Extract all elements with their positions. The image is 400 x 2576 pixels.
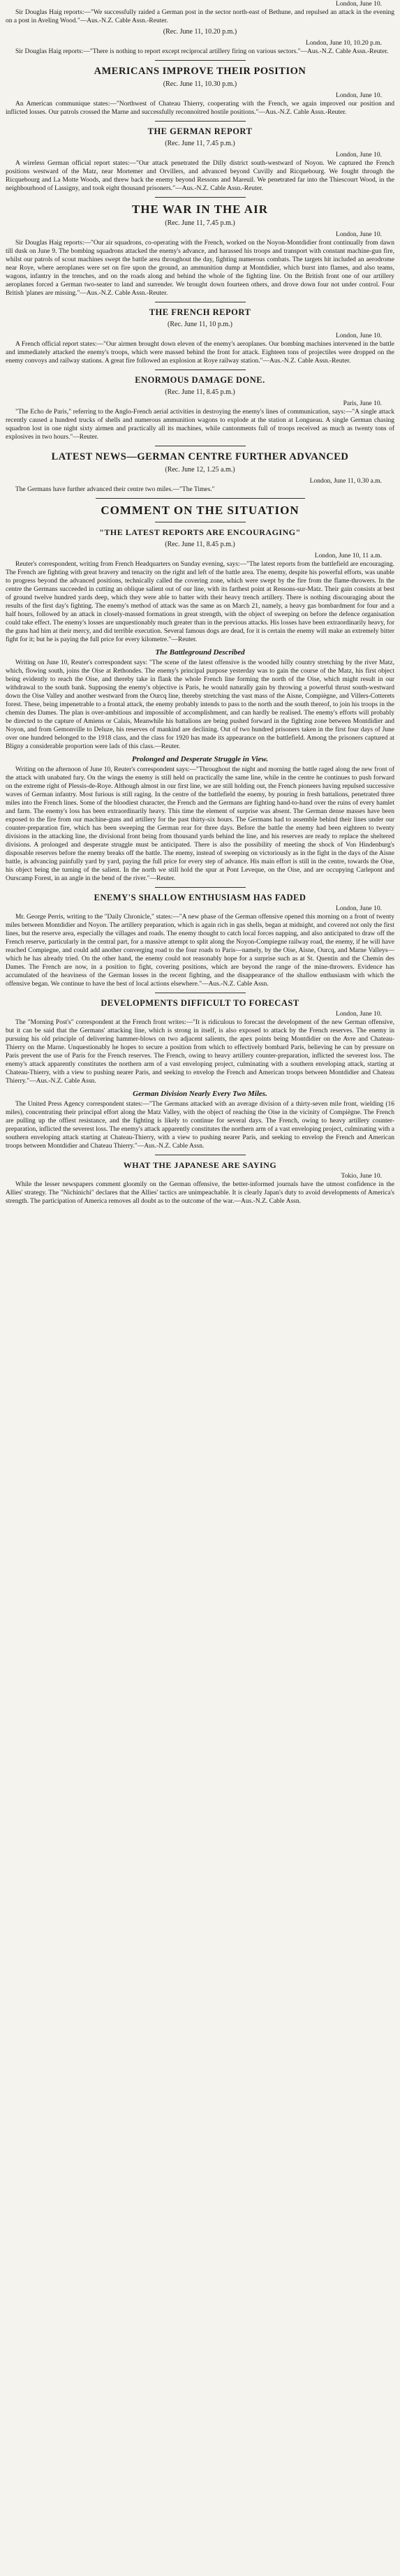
article-paragraph: A wireless German official report states:—"Our attack penetrated the Dilly district south-westward of Noyon. We captured the French positions westward of the Matz, near Mortemer and Orvillers, and advanced beyond Cuvilly and Ricquebourg. We fought through the Ricquebourg and La Motte Woods, and threw back the enemy beyond Ressons and Mareuil. We penetrated far into the Thiescourt Wood, in the neighbourhood of Lassigny, and took eight thousand prisoners."—Aus.-N.Z. Cable Assn.-Reuter.	[6, 160, 394, 192]
article-paragraph: The "Morning Post's" correspondent at the French front writes:—"It is ridiculous to forecast the development of the new German offensive, but it can be said that the Germans' attacking line, which is strong in itself, is also exposed to attack by the French reserves. The enemy in pursuing his old principle of delivering hammer-blows on two adjacent salients, the apex points being Montdidier on the Avre and Chateau-Thierry on the Marne. Unquestionably he hopes to secure a position from which to effectively bombard Paris, believing he can by pressure on Paris prevent the use of Paris for the French reserves. The French, owing to heavy artillery counter-preparation, inflicted the severest loss. The enemy's attack apparently constitutes the northern arm of a vast enveloping project, culminating with a southern enveloping attack, starting at Chateau-Thierry, with a view to pushing nearer Paris, and seeking to envelop the French and American troops between Montdidier and Chateau Thierry."—Aus.-N.Z. Cable Assn.	[6, 1019, 394, 1085]
headline: ENEMY'S SHALLOW ENTHUSIASM HAS FADED	[94, 893, 306, 902]
divider	[155, 887, 246, 888]
french-report-section	[6, 307, 394, 365]
article-paragraph: Sir Douglas Haig reports:—"Our air squadrons, co-operating with the French, worked on the Noyon-Montdidier front continually from dawn till dusk on June 9. The bombing squadrons attacked the enemy's advance, and harassed his troops and transport with constant machine-gun fire, whilst our patrols of scout machines swept the battle area throughout the day, fighting numerous combats. The targets hit included an aerodrome near Roye, where aeroplanes were set on fire upon the ground, an ammunition dump at Montdidier, which burst into flames, and also teams, wagons, infantry in the trenches, and on the roads along and behind the whole of the fighting line. On the British front one of our artillery aeroplanes forced a German two-seater to land and surrender. We brought down fourteen others, and drove down four not under control. Four British 'planes are missing."—Aus.-N.Z. Cable Assn.-Reuter.	[6, 240, 394, 297]
shallow-enthusiasm-section	[6, 893, 394, 988]
dateline: London, June 10, 10.20 p.m.	[306, 40, 382, 47]
article-paragraph: Reuter's correspondent, writing from French Headquarters on Sunday evening, says:—"The latest reports from the battlefield are encouraging. The French are fighting with great bravery and tenacity on the right and left of the battle area. The enemy, despite his powerful efforts, was unable to progress beyond the advanced positions, technically called the covering zone, which were swept by the fire from the flame-throwers. In the centre the Germans succeeded in cutting an oblique salient out of our line, with its farthest point at Ressons-sur-Matz. Their gain consists at best of ground twelve hundred yards deep, which they were able to batter with their heavy trench artillery. There is nothing discouraging about the results of the first day's fighting. The enemy's method of attack was the same as on March 21, namely, a heavy gas bombardment for four and a half hours, followed by an attack in closely-massed formations in great strength, with the object of sweeping on before the defence organisation could take effect. The enemy's losses are unquestionably much greater than in the previous attacks. His losses have been extraordinarily heavy, for the guns had him at their mercy, and did terrible execution. Several famous dogs are dead, for it is certain the enemy will make an extremely bitter fight for it; but he is paying the full price for every kilometre."—Reuter.	[6, 561, 394, 643]
section-subheading: German Division Nearly Every Two Miles.	[133, 1090, 267, 1098]
headline: THE FRENCH REPORT	[149, 307, 251, 317]
article-paragraph: Writing on the afternoon of June 10, Reuter's correspondent says:—"Throughout the night and morning the battle raged along the new front of the attack with unabated fury. On the wings the enemy is still held on practically the same line, while in the centre he continues to push forward on the extreme right of Plessis-de-Roye. Although almost in our first line, we are still holding out, the French pioneers having repulsed successive waves of German infantry. Most furious is still raging. In the centre of the battlefield the enemy, by pouring in fresh battalions, penetrated three miles into the French lines. Some of the bloodiest character, the French and the Germans are fighting hand-to-hand over the ruins of every hamlet and farm. The enemy's loss has been extraordinarily heavy. This time the element of surprise was absent. The German dense masses have been exposed to the fire from our machine-guns and artillery for the past thirty-six hours. The Germans had to assemble behind their lines under our counter-preparation fire, which has been sweeping the German rear for three days. Before the battle the enemy had been eighteen to twenty divisions in the attacking line, the divisional front being from thousand yards behind the line, and his reserves are ready to replace the sheltered divisions. A prolonged and desperate struggle must be anticipated. There is also the possibility of meeting the shock of Von Hindenburg's disposable reserves before the enemy breaks off the battle. The enemy, instead of sweeping on victoriously as in the fight in the days of the Aisne battle, is advancing painfully yard by yard, paying the full price for every step of advance. His main effort is still in the centre, towards the Oise, his object being the turning of the salient. In the north we still hold the spur at Pont Leveque, on the Oise, and are occupying Carlepont and Ourscamp Forest, in an angle in the bend of the river."—Reuter.	[6, 766, 394, 882]
article-paragraph: Sir Douglas Haig reports:—"There is nothing to report except reciprocal artillery firing on various sectors."—Aus.-N.Z. Cable Assn.-Reuter.	[15, 48, 389, 55]
newspaper-page	[6, 0, 394, 1206]
enormous-damage-section	[6, 375, 394, 441]
received-time: (Rec. June 11, 8.45 p.m.)	[165, 541, 235, 548]
received-time: (Rec. June 11, 8.45 p.m.)	[165, 388, 235, 396]
japanese-section	[6, 1160, 394, 1206]
dateline: London, June 10.	[336, 332, 382, 339]
dateline: London, June 10, 11 a.m.	[314, 552, 382, 559]
headline: COMMENT ON THE SITUATION	[101, 504, 299, 517]
received-time: (Rec. June 11, 10 p.m.)	[168, 321, 232, 328]
haig-reports-section	[6, 0, 394, 56]
section-subheading: The Battleground Described	[155, 648, 245, 657]
headline: WHAT THE JAPANESE ARE SAYING	[123, 1160, 277, 1170]
headline: THE WAR IN THE AIR	[132, 203, 268, 216]
german-report-section	[6, 126, 394, 193]
article-paragraph: A French official report states:—"Our airmen brought down eleven of the enemy's aeroplanes. Our bombing machines intervened in the battle and immediately attacked the enemy's troops, which were massed behind the front for attack. Eighteen tons of projectiles were dropped on the enemy convoys and railway stations. A great fire followed an explosion at Roye railway station."—Aus.-N.Z. Cable Assn.-Reuter.	[6, 341, 394, 365]
subheadline: "THE LATEST REPORTS ARE ENCOURAGING"	[99, 527, 301, 537]
dateline: Tokio, June 10.	[341, 1173, 382, 1180]
latest-news-section	[6, 451, 394, 494]
dateline: London, June 11, 0.30 a.m.	[309, 478, 382, 485]
article-paragraph: An American communique states:—"Northwest of Chateau Thierry, cooperating with the French, we again improved our position and inflicted losses. Our patrols crossed the Marne and successfully reconnoitred hostile positions."—Aus.-N.Z. Cable Assn.-Reuter.	[6, 101, 394, 116]
divider	[155, 197, 246, 198]
developments-section	[6, 998, 394, 1150]
dateline: London, June 10.	[336, 1011, 382, 1018]
received-time: (Rec. June 11, 7.45 p.m.)	[165, 219, 235, 227]
divider	[155, 60, 246, 61]
article-paragraph: Sir Douglas Haig reports:—"We successfully raided a German post in the sector north-east of Bethune, and repulsed an attack in the evening on a post in Aveling Wood."—Aus.-N.Z. Cable Assn.-Reuter.	[6, 9, 394, 24]
dateline: London, June 10.	[336, 152, 382, 159]
article-paragraph: "The Echo de Paris," referring to the Anglo-French aerial activities in destroying the enemy's lines of communication, says:—"A single attack recently caused a hundred trucks of shells and numerous ammunition wagons to explode at the station at Longueau. A single German chasing squadron lost in one night sixty airmen and practically all its machines, while cantonments full of troops received as much as twenty tons of explosives in two hours."—Reuter.	[6, 409, 394, 441]
section-subheading: Prolonged and Desperate Struggle in View.	[131, 755, 269, 763]
headline: THE GERMAN REPORT	[147, 126, 253, 136]
headline: LATEST NEWS—GERMAN CENTRE FURTHER ADVANCED	[51, 451, 349, 462]
dateline: London, June 10.	[336, 231, 382, 238]
article-paragraph: Mr. George Perris, writing to the "Daily Chronicle," states:—"A new phase of the German offensive opened this morning on a front of twenty miles between Montdidier and Noyon. The artillery preparation, which is again rich in gas shells, began at midnight, and covered not only the first lines, but the reserve area, especially the villages and roads. The enemy thought to catch local forces napping, and also anticipated to draw off the French reserve, particularly in the central part, for a massive attempt to split along the Noyon-Compiegne railway road, the enemy, if he will have reached Compiegne, and could add another converging road to the four roads to Paris—namely, by the Oise, Aisne, Ourcq, and Marne Valleys—which he has already tried. On the other hand, the enemy could not reasonably hope for a surprise such as at St. Quentin and the Chemin des Dames. The French are now, in a position to fight, covering positions, which are beyond the range of the mine-throwers. Evidence has accumulated of the heaviness of the German losses in the recent fighting, and the disappearance of the shallow enthusiasm with which the offensive began. We continue to have the best of local actions elsewhere."—Aus.-N.Z. Cable Assn.	[6, 914, 394, 988]
comment-section	[6, 504, 394, 883]
americans-section	[6, 66, 394, 117]
article-paragraph: The Germans have further advanced their centre two miles.—"The Times."	[15, 486, 215, 493]
divider	[96, 498, 305, 499]
war-in-air-section	[6, 203, 394, 298]
dateline: London, June 10.	[336, 905, 382, 912]
headline: ENORMOUS DAMAGE DONE.	[135, 375, 265, 385]
received-time: (Rec. June 11, 10.20 p.m.)	[163, 28, 237, 36]
dateline: London, June 10.	[336, 92, 382, 99]
headline: DEVELOPMENTS DIFFICULT TO FORECAST	[101, 998, 299, 1008]
divider	[155, 121, 246, 122]
received-time: (Rec. June 12, 1.25 a.m.)	[165, 466, 235, 474]
dateline: London, June 10.	[336, 1, 382, 8]
dateline: Paris, June 10.	[343, 400, 382, 407]
headline: AMERICANS IMPROVE THEIR POSITION	[94, 66, 306, 77]
divider	[155, 369, 246, 370]
received-time: (Rec. June 11, 7.45 p.m.)	[165, 140, 235, 147]
received-time: (Rec. June 11, 10.30 p.m.)	[163, 80, 237, 88]
article-paragraph: The United Press Agency correspondent states:—"The Germans attacked with an average division of a thirty-seven mile front, wielding (16 miles), concentrating their principal effort along the Matz Valley, with the object of reaching the Oise in the vicinity of Compiègne. The French are pulling up the offiest resistance, and the fighting is likely to continue for several days. The French, owing to heavy artillery counter-preparation, inflicted the severest loss. The enemy's attack apparently constitutes the northern arm of a vast enveloping project, culminating with a southern enveloping attack starting at Chateau-Thierry, with a view to pushing nearer Paris, and seeking to envelop the French and American troops between Montdidier and Chateau Thierry."—Aus.-N.Z. Cable Assn.	[6, 1101, 394, 1150]
article-paragraph: Writing on June 10, Reuter's correspondent says: "The scene of the latest offensive is the wooded hilly country stretching by the river Matz, which, flowing south, joins the Oise at Rethondes. The enemy's principal purpose yesterday was to gain the course of the Matz, his first object being evidently to reach the Oise, and thereby take in flank the whole French line forming the north of the Oise, which might result in our withdrawal to the south bank. Supposing the enemy's objective is Paris, he would naturally gain by throwing a powerful thrust south-westward down the Oise Valley and another westward from the Ourcq line, thereby stretching the vast mass of the Aisne, Compiègne, and Villers-Cotterets forest. These, being impenetrable to a frontal attack, the enemy probably intends to pass to the north and the south thereof, to join his troops in the chemin des Dames. The plan is over-ambitious and impossible of accomplishment, and can hardly be realised. The enemy's efforts will probably be directed to the capture of Amiens or Calais, Meanwhile his battalions are being pushed forward in the fighting zone between Montdidier and Noyon, and from Gemonville to Deluze, his reserves of mankind are declining. Out of two hundred prisoners taken in the first four days of June over one hundred belonged to the 1918 class, and the class for 1920 has made its appearance on the battlefield. Among the prisoners captured at Bligny a considerable proportion were lads of this class.—Reuter.	[6, 659, 394, 750]
article-paragraph: While the lesser newspapers comment gloomily on the German offensive, the better-informed journals have the utmost confidence in the Allies' strategy. The "Nichinichi" declares that the Allies' tactics are unimpeachable. It is clearly Japan's duty to avoid developments of America's strength. The participation of America removes all doubt as to the outcome of the war.—Aus.-N.Z. Cable Assn.	[6, 1181, 394, 1205]
